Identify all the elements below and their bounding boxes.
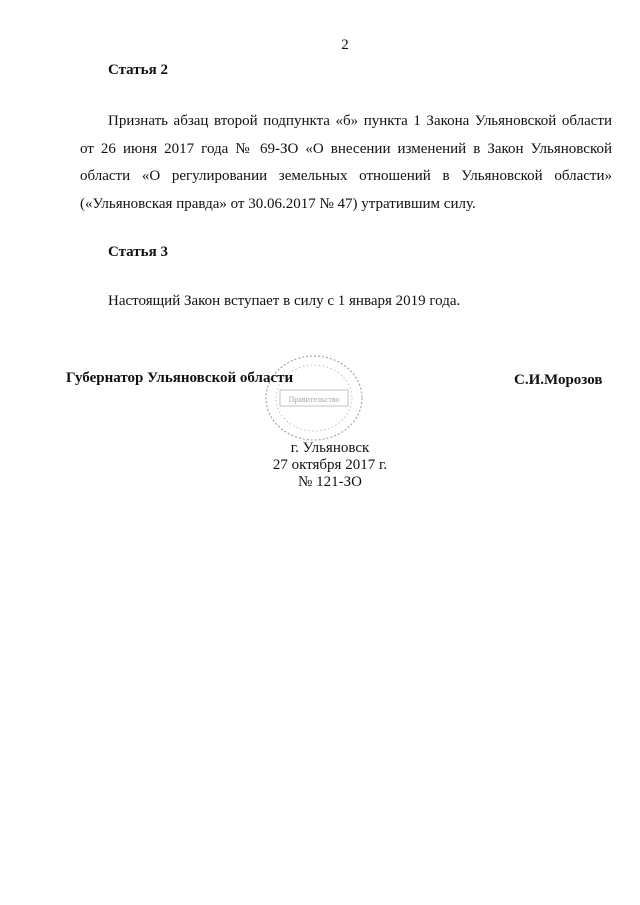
page-number: 2 [341,37,349,53]
stamp-text: Правительство [288,395,340,404]
footer-number: № 121-ЗО [298,474,362,490]
article-3-text: Настоящий Закон вступает в силу с 1 января 2019 года. [108,293,461,309]
footer-city: г. Ульяновск [290,440,370,456]
article-2-text: Признать абзац второй подпункта «б» пункта 1 Закона Ульяновской области от 26 июня 2017 года № 69-ЗО «О внесении изменений в Закон Ульяновской области «О регулировании земельных отношений в Ульяновской области» («Ульяновская правда» от 30.06.2017 № 47) утратившим силу. [80,113,612,212]
footer-date: 27 октября 2017 г. [272,457,388,473]
article-3-heading: Статья 3 [108,244,168,260]
article-2-heading: Статья 2 [108,62,168,78]
signature-position: Губернатор Ульяновской области [66,370,294,386]
official-stamp [262,352,366,444]
signature-name: С.И.Морозов [514,372,603,388]
